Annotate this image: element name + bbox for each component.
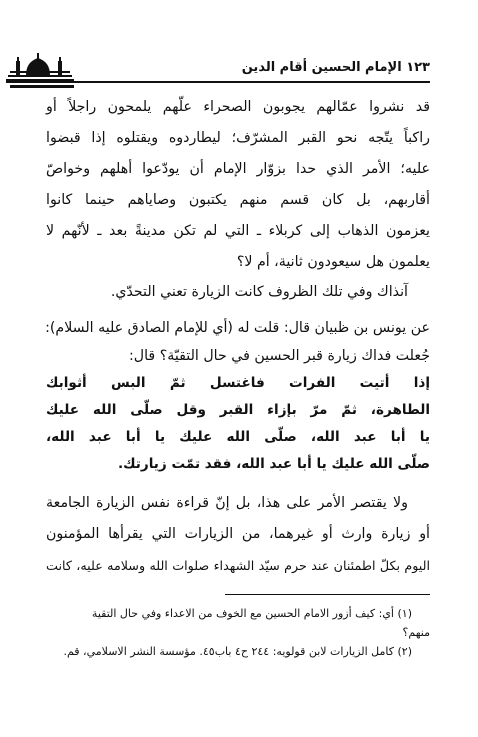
paragraph-line: عليه؛ الأمر الذي حدا بزوّار الإمام أن يودّعوا أهلهم وخواصّ — [46, 161, 430, 177]
narration-line: عن يونس بن ظبيان قال: قلت له (أي للإمام الصادق عليه السلام): — [45, 320, 430, 336]
paragraph-line: يعلمون هل سيعودون ثانية، أم لا؟ — [236, 254, 430, 270]
quote-line: صلّى الله عليك يا أبا عبد الله، فقد تمّت زيارتك. — [117, 456, 430, 472]
closing-line: أو زيارة وارث أو غيرهما، من الزيارات التي يقرأها المؤمنون — [46, 526, 430, 542]
footnote-divider — [225, 594, 430, 595]
paragraph-line: يعزمون الذهاب إلى كربلاء ـ التي لم تكن مدينةً بعد ـ لأنّهم لا — [46, 223, 430, 239]
quote-line: إذا أتيت الفرات فاغتسل ثمّ البس أثوابك — [46, 375, 430, 391]
conditions-sentence: آنذاك وفي تلك الظروف كانت الزيارة تعني التحدّي. — [110, 284, 408, 300]
mosque-dome-emblem-icon — [4, 52, 76, 92]
footnote-1: (١) أي: كيف أزور الامام الحسين مع الخوف من الاعداء وفي حال التقية — [91, 607, 412, 620]
page-header — [70, 52, 430, 92]
closing-line: اليوم بكلّ اطمئنان عند حرم سيّد الشهداء صلوات الله وسلامه عليه، كانت — [46, 558, 430, 573]
running-header-title: ١٢٣ الإمام الحسين أقام الدين — [241, 60, 430, 75]
narration-line: جُعلت فداك زيارة قبر الحسين في حال التقيّة؟ قال: — [129, 348, 430, 364]
closing-line: ولا يقتصر الأمر على هذا، بل إنّ قراءة نفس الزيارة الجامعة — [46, 495, 408, 511]
footnote-2: (٢) كامل الزيارات لابن قولويه: ٢٤٤ ح٤ باب٤٥. مؤسسة النشر الاسلامي، قم. — [63, 645, 412, 658]
footnote-1-continued: منهم؟ — [402, 626, 430, 639]
paragraph-line: أقاربهم، بل كان قسم منهم يكتبون وصاياهم حينما كانوا — [46, 192, 430, 208]
header-divider — [70, 81, 430, 83]
paragraph-line: راكباً يتّجه نحو القبر المشرّف؛ ليطاردوه ويقتلوه إذا قبضوا — [46, 130, 430, 146]
paragraph-line: قد نشروا عمّالهم يجوبون الصحراء علّهم يلمحون راجلاً أو — [46, 99, 430, 115]
quote-line: الطاهرة، ثمّ مرّ بإزاء القبر وقل صلّى الله عليك — [46, 402, 430, 418]
main-text — [46, 92, 430, 581]
quote-line: يا أبا عبد الله، صلّى الله عليك يا أبا عبد الله، — [46, 429, 430, 445]
footnotes — [46, 604, 430, 661]
